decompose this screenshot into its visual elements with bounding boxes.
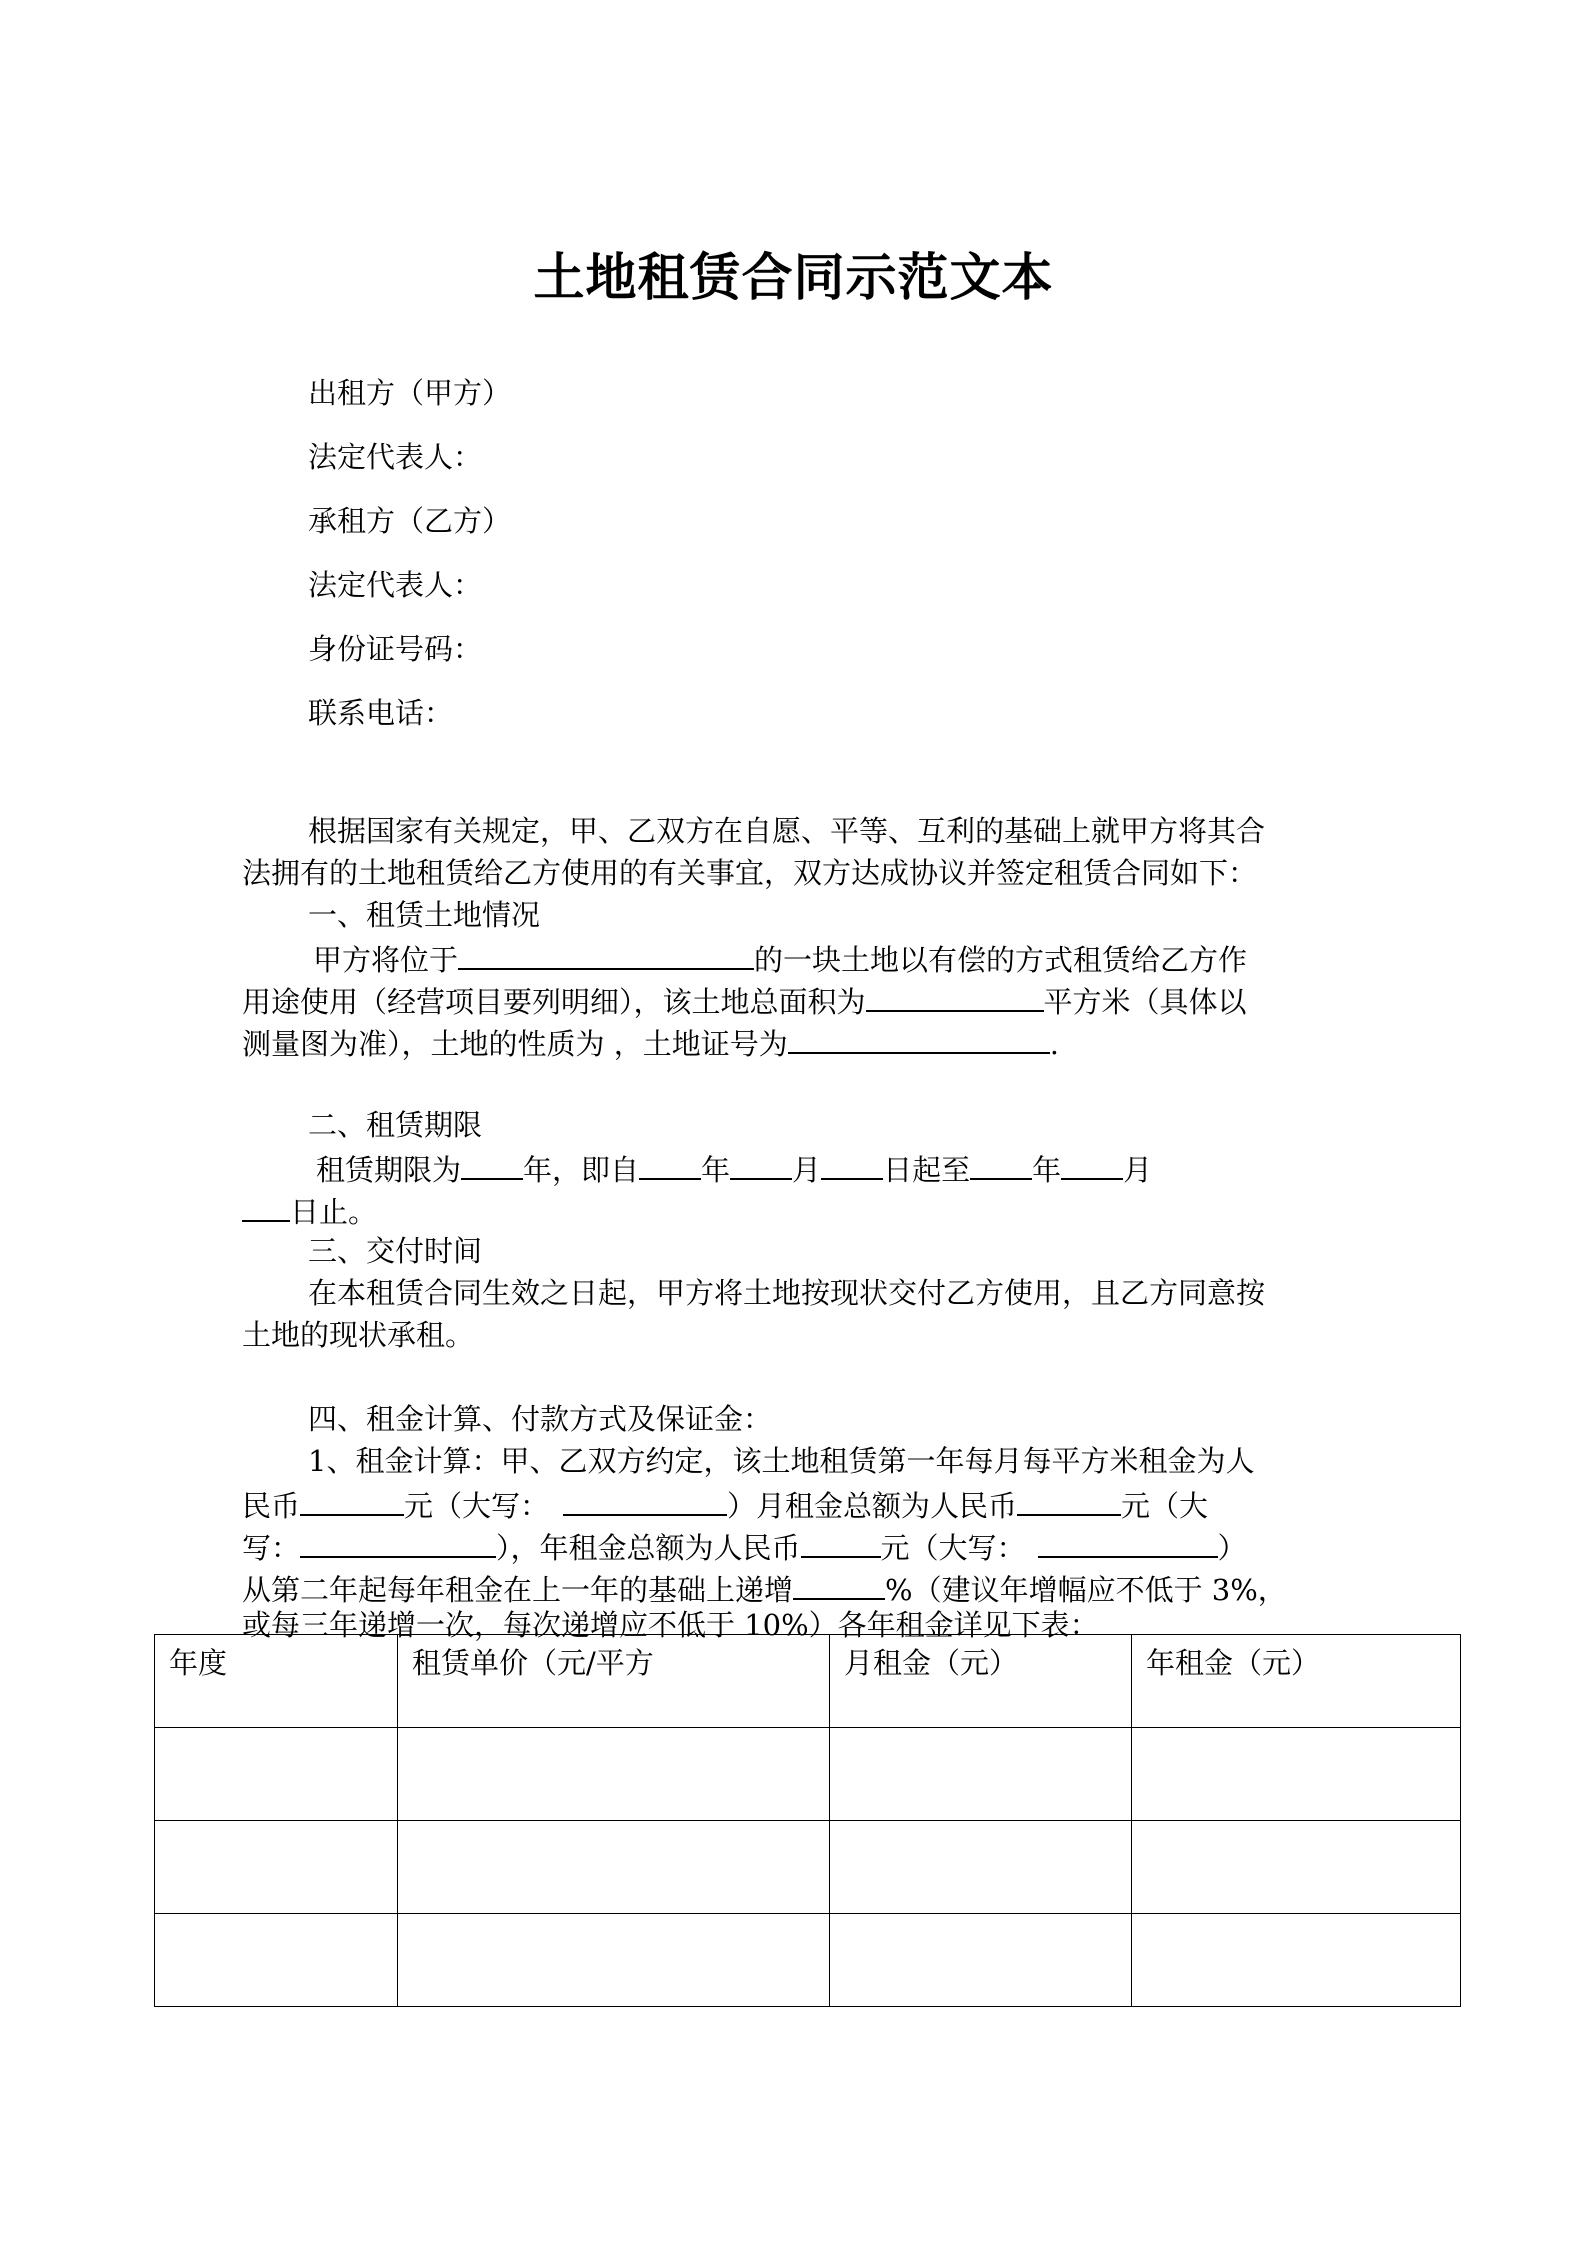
header-monthly-rent: 月租金（元） — [830, 1635, 1132, 1728]
intro-line-1: 根据国家有关规定，甲、乙双方在自愿、平等、互利的基础上就甲方将其合 — [308, 814, 1266, 848]
section-2-line-2 — [242, 1192, 377, 1229]
intro-line-2: 法拥有的土地租赁给乙方使用的有关事宜，双方达成协议并签定租赁合同如下： — [242, 856, 1258, 890]
end-year-blank — [970, 1150, 1032, 1180]
start-month-blank — [730, 1150, 792, 1180]
years-blank — [461, 1150, 523, 1180]
location-blank — [458, 940, 754, 970]
section-2-line-1 — [316, 1150, 1152, 1187]
table-cell — [398, 1728, 830, 1821]
text-segment: 从第二年起每年租金在上一年的基础上递增 — [242, 1573, 794, 1607]
annual-words-blank — [1038, 1528, 1218, 1558]
table-cell — [155, 1728, 398, 1821]
id-number-label: 身份证号码： — [308, 632, 483, 666]
text-segment: 日止。 — [290, 1195, 378, 1229]
text-segment: 民币 — [242, 1489, 301, 1523]
text-segment: 的一块土地以有偿的方式租赁给乙方作 — [754, 943, 1248, 977]
area-blank — [866, 982, 1044, 1012]
start-year-blank — [639, 1150, 701, 1180]
text-segment: 月 — [1123, 1153, 1153, 1187]
lessee-label: 承租方（乙方） — [308, 504, 512, 538]
phone-label: 联系电话： — [308, 696, 454, 730]
table-cell — [1132, 1914, 1461, 2007]
text-segment: 月 — [792, 1153, 822, 1187]
text-segment: ），年租金总额为人民币 — [496, 1531, 801, 1565]
header-year: 年度 — [155, 1635, 398, 1728]
section-4-heading: 四、租金计算、付款方式及保证金： — [308, 1402, 773, 1436]
table-cell — [1132, 1821, 1461, 1914]
section-1-heading: 一、租赁土地情况 — [308, 898, 541, 932]
text-segment: 年，即自 — [523, 1153, 640, 1187]
end-day-blank — [242, 1192, 290, 1222]
monthly-words-blank — [300, 1528, 496, 1558]
annual-total-blank — [801, 1528, 881, 1558]
table-cell — [830, 1914, 1132, 2007]
text-segment: 平方米（具体以 — [1043, 985, 1247, 1019]
lessee-rep-label: 法定代表人： — [308, 568, 483, 602]
table-cell — [155, 1914, 398, 2007]
text-segment: . — [1049, 1027, 1059, 1061]
lessor-label: 出租方（甲方） — [308, 376, 512, 410]
text-segment: 日起至 — [883, 1153, 971, 1187]
section-1-line-2 — [242, 982, 1247, 1019]
table-cell — [1132, 1728, 1461, 1821]
section-4-line-2 — [242, 1486, 1208, 1523]
text-segment: 写： — [242, 1531, 301, 1565]
unit-price-blank — [300, 1486, 404, 1516]
header-annual-rent: 年租金（元） — [1132, 1635, 1461, 1728]
text-segment: 元（大写： — [880, 1531, 1026, 1565]
monthly-total-blank — [1017, 1486, 1121, 1516]
table-row — [155, 1914, 1461, 2007]
section-4-line-3 — [242, 1528, 1247, 1565]
table-header-row — [155, 1635, 1461, 1728]
rent-table — [154, 1634, 1461, 2007]
section-4-line-4 — [242, 1570, 1287, 1607]
table-row — [155, 1821, 1461, 1914]
section-3-heading: 三、交付时间 — [308, 1234, 483, 1268]
text-segment: 测量图为准），土地的性质为 ，土地证号为 — [242, 1027, 788, 1061]
land-cert-blank — [788, 1024, 1050, 1054]
text-segment: 用途使用（经营项目要列明细），该土地总面积为 — [242, 985, 866, 1019]
table-row — [155, 1728, 1461, 1821]
text-segment: ）月租金总额为人民币 — [727, 1489, 1018, 1523]
section-1-line-3 — [242, 1024, 1059, 1061]
text-segment: 甲方将位于 — [313, 943, 459, 977]
section-4-line-1: 1、租金计算：甲、乙双方约定，该土地租赁第一年每月每平方米租金为人 — [308, 1444, 1255, 1478]
text-segment: ） — [1217, 1531, 1247, 1565]
text-segment: 年 — [1032, 1153, 1062, 1187]
text-segment: %（建议年增幅应不低于 3%， — [885, 1573, 1287, 1607]
start-day-blank — [821, 1150, 883, 1180]
document-title: 土地租赁合同示范文本 — [533, 248, 1054, 308]
lessor-rep-label: 法定代表人： — [308, 440, 483, 474]
text-segment: 租赁期限为 — [316, 1153, 462, 1187]
increase-rate-blank — [793, 1570, 885, 1600]
text-segment: 年 — [701, 1153, 731, 1187]
end-month-blank — [1061, 1150, 1123, 1180]
section-3-line-1: 在本租赁合同生效之日起，甲方将土地按现状交付乙方使用，且乙方同意按 — [308, 1276, 1266, 1310]
section-2-heading: 二、租赁期限 — [308, 1108, 483, 1142]
header-unit-price: 租赁单价（元/平方 — [398, 1635, 830, 1728]
table-cell — [830, 1821, 1132, 1914]
table-cell — [398, 1914, 830, 2007]
section-3-line-2: 土地的现状承租。 — [242, 1318, 475, 1352]
text-segment: 元（大 — [1121, 1489, 1209, 1523]
text-segment: 元（大写： — [404, 1489, 550, 1523]
section-4-line-5: 或每三年递增一次，每次递增应不低于 10%）各年租金详见下表： — [242, 1608, 1099, 1642]
unit-price-words-blank — [563, 1486, 727, 1516]
section-1-line-1 — [313, 940, 1247, 977]
table-cell — [830, 1728, 1132, 1821]
table-cell — [155, 1821, 398, 1914]
table-cell — [398, 1821, 830, 1914]
